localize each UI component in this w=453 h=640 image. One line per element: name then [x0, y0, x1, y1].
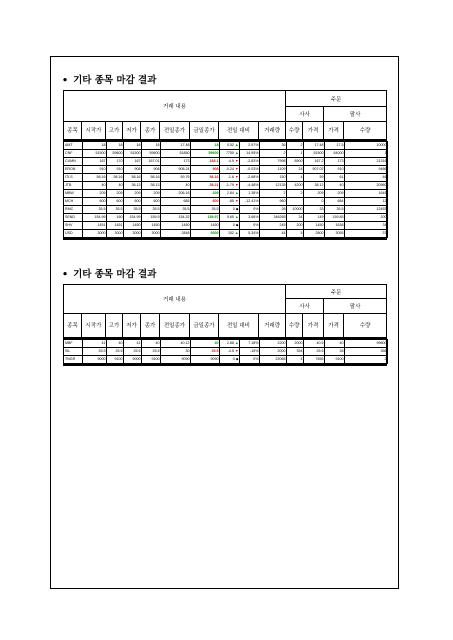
table-cell: 600 — [141, 197, 160, 205]
table-cell: -1.6 ▼ — [219, 173, 239, 181]
diamond-icon: ◆ — [235, 207, 239, 211]
table-cell: 4 — [286, 355, 303, 363]
section-title-1: • 기타 종목 마감 결과 — [62, 75, 157, 86]
table-cell: SIL — [64, 347, 82, 355]
table-cell: -15% — [239, 347, 259, 355]
table-cell: -4.48% — [239, 181, 259, 189]
table-cell: 7750 ▲ — [219, 149, 239, 157]
table-cell: 4200 — [286, 181, 303, 189]
table-cell: 38.13 — [123, 181, 141, 189]
table-cell: 200 — [286, 221, 303, 229]
table-cell: 3000 — [82, 229, 106, 237]
table-cell: 25.5 — [190, 347, 219, 355]
table-cell: 25.5 — [123, 347, 141, 355]
table-cell: 8900 — [286, 157, 303, 165]
table-cell: 3000 — [106, 229, 123, 237]
table-cell: 35.5 — [106, 205, 123, 213]
table-cell: 1450 — [123, 221, 141, 229]
table-cell: -4.5 ▼ — [219, 347, 239, 355]
table-cell: 206.16 — [160, 189, 190, 197]
column-headers — [64, 122, 387, 140]
column-header: 고가 — [106, 314, 123, 338]
table-cell: 1638 — [324, 221, 344, 229]
column-header: 저가 — [123, 122, 141, 140]
table-cell: 1 — [286, 149, 303, 157]
header-sell: 사사 — [286, 299, 324, 314]
down-arrow-icon: ▼ — [234, 167, 239, 171]
table-cell: 0.52 ▲ — [219, 141, 239, 149]
table-cell: 58.16 — [82, 173, 106, 181]
column-header: 가격 — [303, 122, 324, 140]
table-row — [64, 229, 387, 237]
table-cell: 908 — [141, 165, 160, 173]
table-cell: 22065 — [259, 355, 286, 363]
table-cell: 2.84 ▲ — [219, 189, 239, 197]
table-cell: 600 — [82, 197, 106, 205]
table-row — [64, 165, 387, 173]
table-row — [64, 173, 387, 181]
table-cell: 173 — [160, 157, 190, 165]
table-cell: 51500 — [82, 149, 106, 157]
table-cell: 1450 — [303, 221, 324, 229]
header-orders: 주문 — [286, 285, 387, 299]
table-cell: 5.65 ▲ — [219, 213, 239, 221]
table-cell: 12135 — [259, 181, 286, 189]
table-cell: 209 — [82, 189, 106, 197]
table-cell: -4.9 ▼ — [219, 157, 239, 165]
table-cell: 99800 — [344, 339, 387, 347]
table-cell: 910 — [106, 165, 123, 173]
bullet-icon: • — [62, 269, 69, 280]
table-cell: 41 — [123, 339, 141, 347]
column-headers — [64, 314, 387, 338]
up-arrow-icon: ▲ — [234, 143, 239, 147]
column-header: 수량 — [286, 314, 303, 338]
column-header: 종목 — [64, 122, 82, 140]
table-cell: 5.34% — [239, 229, 259, 237]
table-cell: 1451 — [106, 221, 123, 229]
up-arrow-icon: ▲ — [234, 151, 239, 155]
data-grid-1 — [64, 141, 388, 238]
table-cell: 0% — [239, 355, 259, 363]
table-cell: 9000 — [82, 355, 106, 363]
table-row — [64, 205, 387, 213]
table-cell: 40 — [160, 181, 190, 189]
table-cell: 167.2 — [303, 157, 324, 165]
column-header: 가격 — [303, 314, 324, 338]
table-cell: 600 — [106, 197, 123, 205]
table-cell: 46 — [344, 173, 387, 181]
table-cell: 910 — [324, 165, 344, 173]
down-arrow-icon: ▼ — [234, 159, 239, 163]
table-cell: 150 — [259, 173, 286, 181]
down-arrow-icon: ▼ — [234, 199, 239, 203]
table-cell: -85 ▼ — [219, 197, 239, 205]
table-cell: 245 — [259, 221, 286, 229]
table-cell: 10000 — [286, 205, 303, 213]
table-cell: 2.88 ▲ — [219, 339, 239, 347]
table-cell: 7998 — [259, 157, 286, 165]
table-cell: 3000 — [190, 229, 219, 237]
table-cell: MCH — [64, 197, 82, 205]
table-cell: 7.18% — [239, 339, 259, 347]
table-cell: 2 — [286, 189, 303, 197]
table-cell: 0% — [239, 205, 259, 213]
table-cell: 59600 — [141, 149, 160, 157]
table-cell: 2 — [344, 355, 387, 363]
table-cell: 2000 — [259, 347, 286, 355]
table-cell: 685 — [160, 197, 190, 205]
up-arrow-icon: ▲ — [234, 231, 239, 235]
table-cell: 59 — [303, 173, 324, 181]
table-cell: 17.5 — [324, 141, 344, 149]
table-cell: 9100 — [324, 355, 344, 363]
table-cell: -1.79 ▼ — [219, 181, 239, 189]
table-cell: 59600 — [190, 149, 219, 157]
table-cell: 1450 — [141, 221, 160, 229]
table-cell: 908.24 — [160, 165, 190, 173]
table-cell: 25.5 — [303, 347, 324, 355]
table-cell: 167 — [123, 157, 141, 165]
up-arrow-icon: ▲ — [234, 341, 239, 345]
table-cell: 9000 — [123, 355, 141, 363]
table-cell: 2 — [259, 149, 286, 157]
table-cell: 40.5 — [303, 339, 324, 347]
table-cell: 51500 — [303, 149, 324, 157]
data-grid-2 — [64, 339, 388, 364]
table-cell: 684 — [324, 197, 344, 205]
table-row — [64, 197, 387, 205]
table-cell: 18 — [106, 141, 123, 149]
table-cell: 41 — [82, 339, 106, 347]
up-arrow-icon: ▲ — [234, 215, 239, 219]
table-cell: 34 — [286, 213, 303, 221]
table-cell: 3.66% — [239, 213, 259, 221]
table-cell: TNGR — [64, 355, 82, 363]
table-cell: 0% — [239, 221, 259, 229]
column-header: 고가 — [106, 122, 123, 140]
column-header: 종가 — [141, 122, 160, 140]
table-cell: 356 — [344, 347, 387, 355]
table-cell: RMC — [64, 205, 82, 213]
table-cell: 2 — [286, 141, 303, 149]
table-cell: 0 ◆ — [219, 221, 239, 229]
table-cell: 1450 — [190, 221, 219, 229]
results-table-2 — [63, 284, 387, 366]
table-cell: AMT — [64, 141, 82, 149]
column-header: 시작가 — [82, 314, 106, 338]
table-row — [64, 141, 387, 149]
table-cell: 159.85 — [324, 213, 344, 221]
table-cell: 30 — [160, 347, 190, 355]
table-cell: 35.5 — [123, 205, 141, 213]
table-cell: 600 — [190, 197, 219, 205]
results-table-1 — [63, 90, 387, 240]
table-row — [64, 149, 387, 157]
header-buy: 팔사 — [324, 299, 387, 314]
table-row — [64, 181, 387, 189]
table-cell: 159.97 — [190, 213, 219, 221]
table-cell: 168.1 — [190, 157, 219, 165]
table-cell: 58.16 — [141, 173, 160, 181]
table-cell: 35.5 — [190, 205, 219, 213]
table-cell: 12453 — [344, 205, 387, 213]
table-cell: 167 — [82, 157, 106, 165]
table-cell: 2000 — [286, 339, 303, 347]
table-cell: 21316 — [344, 157, 387, 165]
table-cell: 2848 — [160, 229, 190, 237]
table-cell: 346265 — [259, 213, 286, 221]
table-cell: -2.68% — [239, 173, 259, 181]
table-cell: 33 — [303, 205, 324, 213]
table-cell: 14.95% — [239, 149, 259, 157]
table-cell: 1645 — [344, 189, 387, 197]
table-cell: 3000 — [123, 229, 141, 237]
table-cell: 167.01 — [141, 157, 160, 165]
table-cell: USD — [64, 229, 82, 237]
table-row — [64, 339, 387, 347]
table-cell: 18 — [82, 141, 106, 149]
table-cell: 38.12 — [303, 181, 324, 189]
table-cell: 24 — [286, 165, 303, 173]
table-cell: 2 — [259, 189, 286, 197]
table-cell: 9090 — [160, 355, 190, 363]
table-cell: -12.41% — [239, 197, 259, 205]
table-cell: 159.9 — [141, 213, 160, 221]
table-row — [64, 213, 387, 221]
header-buy: 팔사 — [324, 107, 387, 122]
table-cell: SEND — [64, 213, 82, 221]
table-cell: 154.32 — [160, 213, 190, 221]
table-cell: 40 — [106, 339, 123, 347]
table-cell: 58.16 — [106, 173, 123, 181]
table-cell: 40 — [324, 339, 344, 347]
column-header: 수량 — [344, 314, 387, 338]
table-cell: 2800 — [303, 229, 324, 237]
table-cell — [286, 197, 303, 205]
table-cell: 18 — [190, 141, 219, 149]
table-cell: ITLS — [64, 173, 82, 181]
table-cell: 40 — [190, 339, 219, 347]
table-cell: 209 — [303, 189, 324, 197]
table-cell: 173 — [324, 157, 344, 165]
table-cell: 18 — [141, 141, 160, 149]
table-cell: 910 — [82, 165, 106, 173]
diamond-icon: ◆ — [235, 223, 239, 227]
table-cell: 12 — [344, 197, 387, 205]
table-cell: SHV — [64, 221, 82, 229]
table-cell: ERON — [64, 165, 82, 173]
table-cell: 600 — [123, 197, 141, 205]
table-cell: CNF — [64, 149, 82, 157]
table-cell: 40.12 — [160, 339, 190, 347]
table-cell: 209 — [324, 189, 344, 197]
column-header: 금일종가 — [190, 122, 219, 140]
table-cell: 35.5 — [160, 205, 190, 213]
table-cell: 200 — [344, 213, 387, 221]
header-trade-content: 거래 내용 — [64, 285, 286, 314]
table-cell: 28 — [259, 205, 286, 213]
table-cell: 35.5 — [82, 205, 106, 213]
table-cell: 1.38% — [239, 189, 259, 197]
table-cell: 59600 — [106, 149, 123, 157]
table-cell: 40 — [82, 181, 106, 189]
table-row — [64, 355, 387, 363]
table-row — [64, 189, 387, 197]
header-trade-content: 거래 내용 — [64, 91, 286, 122]
table-cell: 40 — [106, 181, 123, 189]
table-cell: 209 — [106, 189, 123, 197]
column-header: 저가 — [123, 314, 141, 338]
table-cell: 4 — [286, 173, 303, 181]
table-cell: 64000 — [324, 149, 344, 157]
table-cell: 17.48 — [303, 141, 324, 149]
table-cell: 152 ▲ — [219, 229, 239, 237]
table-cell: 5 — [286, 229, 303, 237]
table-cell: 907.02 — [303, 165, 324, 173]
down-arrow-icon: ▼ — [234, 175, 239, 179]
table-cell: 61 — [324, 173, 344, 181]
table-cell: 209 — [123, 189, 141, 197]
table-cell: -0.24 ▼ — [219, 165, 239, 173]
column-header: 종가 — [141, 314, 160, 338]
table-row — [64, 347, 387, 355]
table-cell: -0.03% — [239, 165, 259, 173]
table-cell: 35.5 — [324, 205, 344, 213]
table-cell: 10000 — [344, 141, 387, 149]
table-cell: 1 — [344, 149, 387, 157]
table-cell: 25.5 — [141, 347, 160, 355]
table-cell: 58.16 — [190, 173, 219, 181]
table-cell: JTB — [64, 181, 82, 189]
column-header: 전일 대비 — [219, 122, 259, 140]
down-arrow-icon: ▼ — [234, 349, 239, 353]
table-cell: 18 — [123, 141, 141, 149]
table-cell: 209 — [190, 189, 219, 197]
table-cell: 35.5 — [141, 205, 160, 213]
table-cell: 354 — [286, 347, 303, 355]
table-cell: 7655 — [303, 355, 324, 363]
table-cell: 170 — [106, 157, 123, 165]
table-cell: 40 — [324, 181, 344, 189]
table-cell: 9090 — [190, 355, 219, 363]
column-header: 전일종가 — [160, 122, 190, 140]
table-cell: 20960 — [344, 181, 387, 189]
column-header: 거래량 — [259, 122, 286, 140]
table-cell: MBF — [64, 339, 82, 347]
diamond-icon: ◆ — [235, 357, 239, 361]
table-cell: 0 ◆ — [219, 355, 239, 363]
table-cell: 3000 — [141, 229, 160, 237]
down-arrow-icon: ▼ — [234, 183, 239, 187]
table-cell: 59.76 — [160, 173, 190, 181]
column-header: 종목 — [64, 314, 82, 338]
table-cell: 160 — [106, 213, 123, 221]
table-cell: 1450 — [160, 221, 190, 229]
table-cell: 149 — [303, 213, 324, 221]
table-cell: 154.99 — [82, 213, 106, 221]
table-row — [64, 221, 387, 229]
column-header: 수량 — [344, 122, 387, 140]
bullet-icon: • — [62, 75, 69, 86]
table-cell: 908 — [123, 165, 141, 173]
table-cell: 0 ◆ — [219, 205, 239, 213]
table-cell: 209 — [141, 189, 160, 197]
up-arrow-icon: ▲ — [234, 191, 239, 195]
header-sell: 사사 — [286, 107, 324, 122]
table-cell: 58.16 — [123, 173, 141, 181]
table-cell: 17.48 — [160, 141, 190, 149]
header-orders: 주문 — [286, 91, 387, 107]
table-cell: 37 — [344, 229, 387, 237]
table-cell: 3055 — [324, 229, 344, 237]
table-cell: 36 — [259, 141, 286, 149]
table-cell: MBW — [64, 189, 82, 197]
column-header: 전일 대비 — [219, 314, 259, 338]
table-cell: 1451 — [82, 221, 106, 229]
table-cell: 154.99 — [123, 213, 141, 221]
table-cell: 34 — [344, 221, 387, 229]
table-row — [64, 157, 387, 165]
table-cell: 0 — [303, 197, 324, 205]
table-cell: 1109 — [259, 165, 286, 173]
column-header: 거래량 — [259, 314, 286, 338]
table-cell: 38.21 — [190, 181, 219, 189]
column-header: 수량 — [286, 122, 303, 140]
table-cell: 908 — [190, 165, 219, 173]
table-cell: 9486 — [344, 165, 387, 173]
table-cell: 40 — [141, 339, 160, 347]
table-cell: 960 — [259, 197, 286, 205]
table-cell: -2.83% — [239, 157, 259, 165]
table-cell: 9100 — [106, 355, 123, 363]
table-cell: 38.13 — [141, 181, 160, 189]
table-cell: 51850 — [160, 149, 190, 157]
table-cell: 51500 — [123, 149, 141, 157]
column-header: 가격 — [324, 314, 344, 338]
table-cell: CUMN — [64, 157, 82, 165]
table-cell: 44 — [259, 229, 286, 237]
table-cell: 28 — [324, 347, 344, 355]
column-header: 금일종가 — [190, 314, 219, 338]
table-cell: 25.5 — [106, 347, 123, 355]
column-header: 전일종가 — [160, 314, 190, 338]
table-cell: 9100 — [141, 355, 160, 363]
table-cell: 2200 — [259, 339, 286, 347]
column-header: 시작가 — [82, 122, 106, 140]
table-cell: 2.97% — [239, 141, 259, 149]
column-header: 가격 — [324, 122, 344, 140]
table-cell: 25.5 — [82, 347, 106, 355]
section-title-2: • 기타 종목 마감 결과 — [62, 269, 157, 280]
